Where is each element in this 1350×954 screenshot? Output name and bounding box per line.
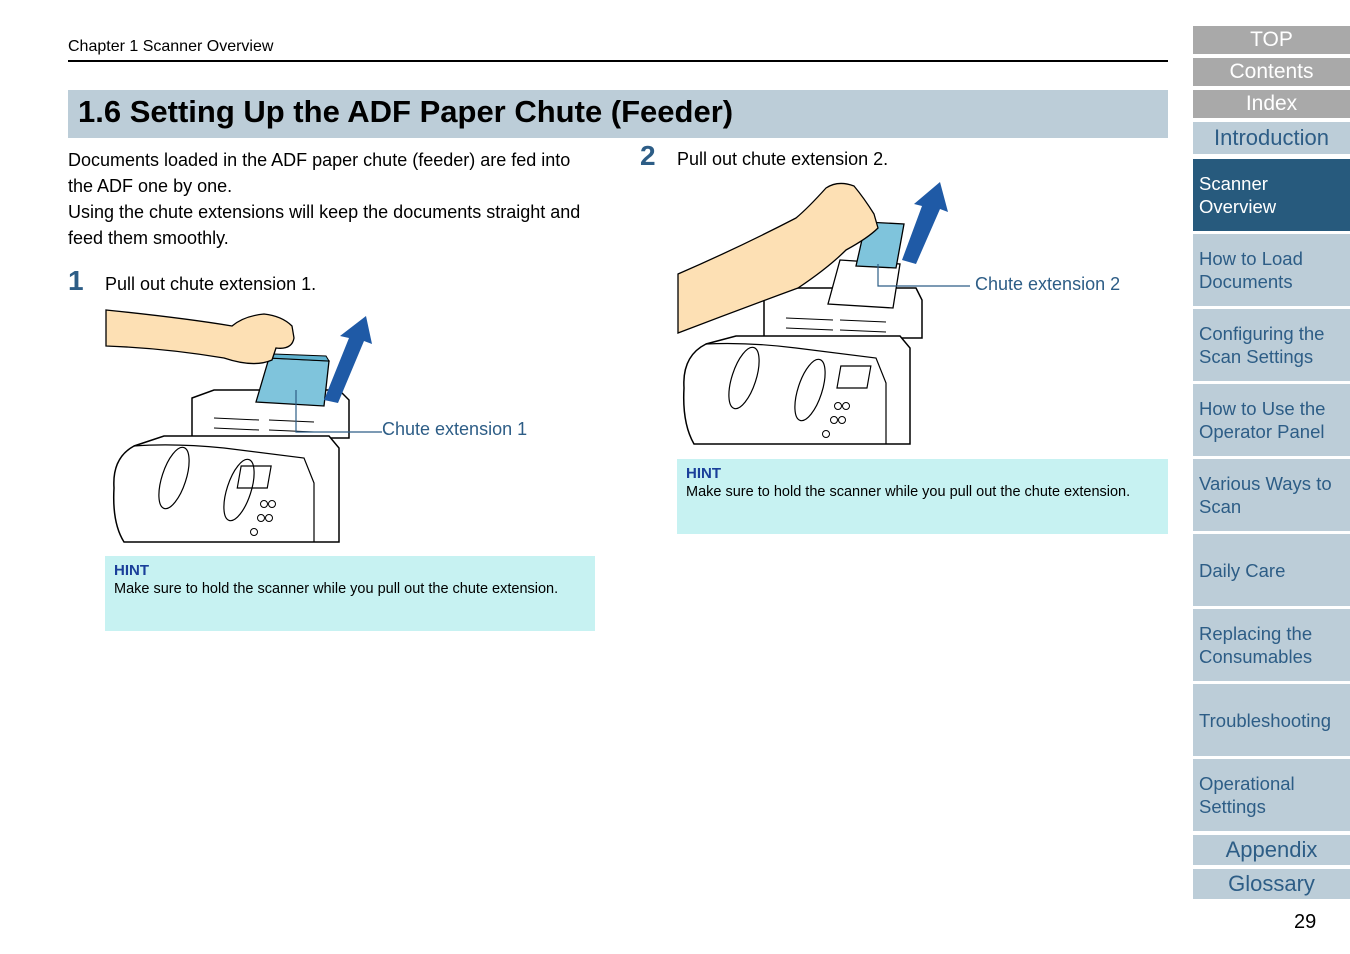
- callout-chute-extension-2: Chute extension 2: [975, 274, 1121, 294]
- hand-illustration: [106, 310, 294, 364]
- nav-chapter-label: Various Ways to Scan: [1199, 473, 1332, 517]
- chute-extension-1: [256, 358, 329, 406]
- nav-chapter-label: How to Use the Operator Panel: [1199, 398, 1326, 442]
- step-2-illustration: [678, 178, 1138, 446]
- nav-chapter-label: Replacing the Consumables: [1199, 623, 1313, 667]
- nav-appendix-button[interactable]: [1193, 835, 1350, 865]
- hint-text: Make sure to hold the scanner while you pull out the chute extension.: [114, 581, 559, 597]
- nav-glossary-label: Glossary: [1228, 871, 1315, 896]
- nav-chapter-replacing[interactable]: [1193, 609, 1350, 681]
- page-title: 1.6 Setting Up the ADF Paper Chute (Feeder): [78, 94, 734, 129]
- nav-chapter-troubleshooting[interactable]: [1193, 684, 1350, 756]
- chapter-header: Chapter 1 Scanner Overview: [68, 38, 274, 55]
- nav-chapter-daily-care[interactable]: [1193, 534, 1350, 606]
- nav-chapter-configuring[interactable]: [1193, 309, 1350, 381]
- step-2-number: 2: [640, 140, 656, 171]
- nav-glossary-button[interactable]: [1193, 869, 1350, 899]
- hint-box-1: [105, 556, 595, 631]
- intro-paragraph-1: Documents loaded in the ADF paper chute (feeder) are fed into the ADF one by one.: [68, 150, 571, 196]
- nav-chapter-label: Operational Settings: [1199, 773, 1295, 817]
- nav-index-button[interactable]: [1193, 90, 1350, 118]
- step-2-text: Pull out chute extension 2.: [677, 149, 889, 169]
- nav-top-label: TOP: [1250, 28, 1293, 51]
- page-number: 29: [1294, 911, 1317, 933]
- nav-appendix-label: Appendix: [1225, 837, 1318, 862]
- nav-chapter-operational-settings[interactable]: [1193, 759, 1350, 831]
- intro-text: [68, 147, 593, 251]
- step-1-number: 1: [68, 265, 84, 296]
- nav-chapter-scanner-overview[interactable]: [1193, 159, 1350, 231]
- nav-chapter-label: Configuring the Scan Settings: [1199, 323, 1325, 367]
- nav-index-label: Index: [1245, 92, 1298, 115]
- up-arrow: [902, 182, 948, 264]
- nav-chapter-how-to-load[interactable]: [1193, 234, 1350, 306]
- hint-title: HINT: [686, 465, 721, 482]
- up-arrow: [324, 316, 372, 403]
- nav-introduction-button[interactable]: [1193, 122, 1350, 154]
- nav-chapter-label: Troubleshooting: [1199, 709, 1331, 731]
- nav-chapter-label: How to Load Documents: [1199, 248, 1303, 292]
- intro-paragraph-2: Using the chute extensions will keep the documents straight and feed them smoothly.: [68, 202, 581, 248]
- nav-top-button[interactable]: [1193, 26, 1350, 54]
- callout-chute-extension-1: Chute extension 1: [382, 419, 528, 439]
- step-1-text: Pull out chute extension 1.: [105, 274, 317, 294]
- nav-chapter-various-ways[interactable]: [1193, 459, 1350, 531]
- nav-contents-button[interactable]: [1193, 58, 1350, 86]
- nav-introduction-label: Introduction: [1214, 125, 1329, 150]
- title-bar: [68, 90, 1168, 138]
- hint-text: Make sure to hold the scanner while you pull out the chute extension.: [686, 484, 1131, 500]
- hint-box-2: [677, 459, 1168, 534]
- header-rule: [68, 60, 1168, 62]
- nav-chapter-operator-panel[interactable]: [1193, 384, 1350, 456]
- hint-title: HINT: [114, 562, 149, 579]
- nav-chapter-label: Daily Care: [1199, 559, 1286, 581]
- nav-contents-label: Contents: [1229, 60, 1314, 83]
- nav-chapter-label: Scanner Overview: [1199, 173, 1277, 217]
